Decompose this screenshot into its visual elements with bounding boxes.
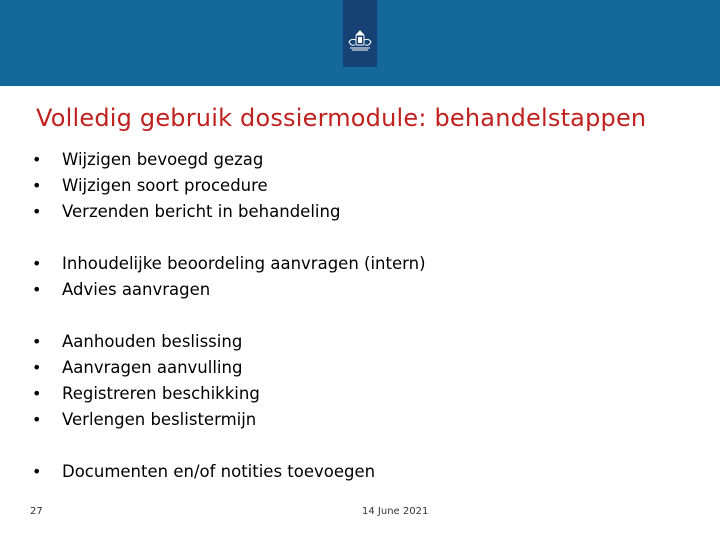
footer [0, 495, 720, 540]
bullet-group [32, 251, 426, 303]
bullet-item: • Inhoudelijke beoordeling aanvragen (intern) [32, 251, 426, 277]
bullet-item: • Aanvragen aanvulling [32, 355, 260, 381]
bullet-group [32, 459, 375, 485]
slide-title: Volledig gebruik dossiermodule: behandelstappen [36, 104, 647, 132]
bullet-item: • Advies aanvragen [32, 277, 426, 303]
header-bar [0, 0, 720, 86]
bullet-item: • Verlengen beslistermijn [32, 407, 260, 433]
bullet-item: • Registreren beschikking [32, 381, 260, 407]
bullet-group [32, 329, 260, 433]
slide-number: 27 [30, 506, 43, 517]
logo-block [343, 0, 377, 67]
bullet-item: • Wijzigen soort procedure [32, 173, 340, 199]
bullet-item: • Aanhouden beslissing [32, 329, 260, 355]
footer-date: 14 June 2021 [362, 506, 429, 517]
coat-of-arms-icon [346, 30, 374, 60]
bullet-item: • Verzenden bericht in behandeling [32, 199, 340, 225]
bullet-item: • Wijzigen bevoegd gezag [32, 147, 340, 173]
bullet-group [32, 147, 340, 225]
bullet-item: • Documenten en/of notities toevoegen [32, 459, 375, 485]
